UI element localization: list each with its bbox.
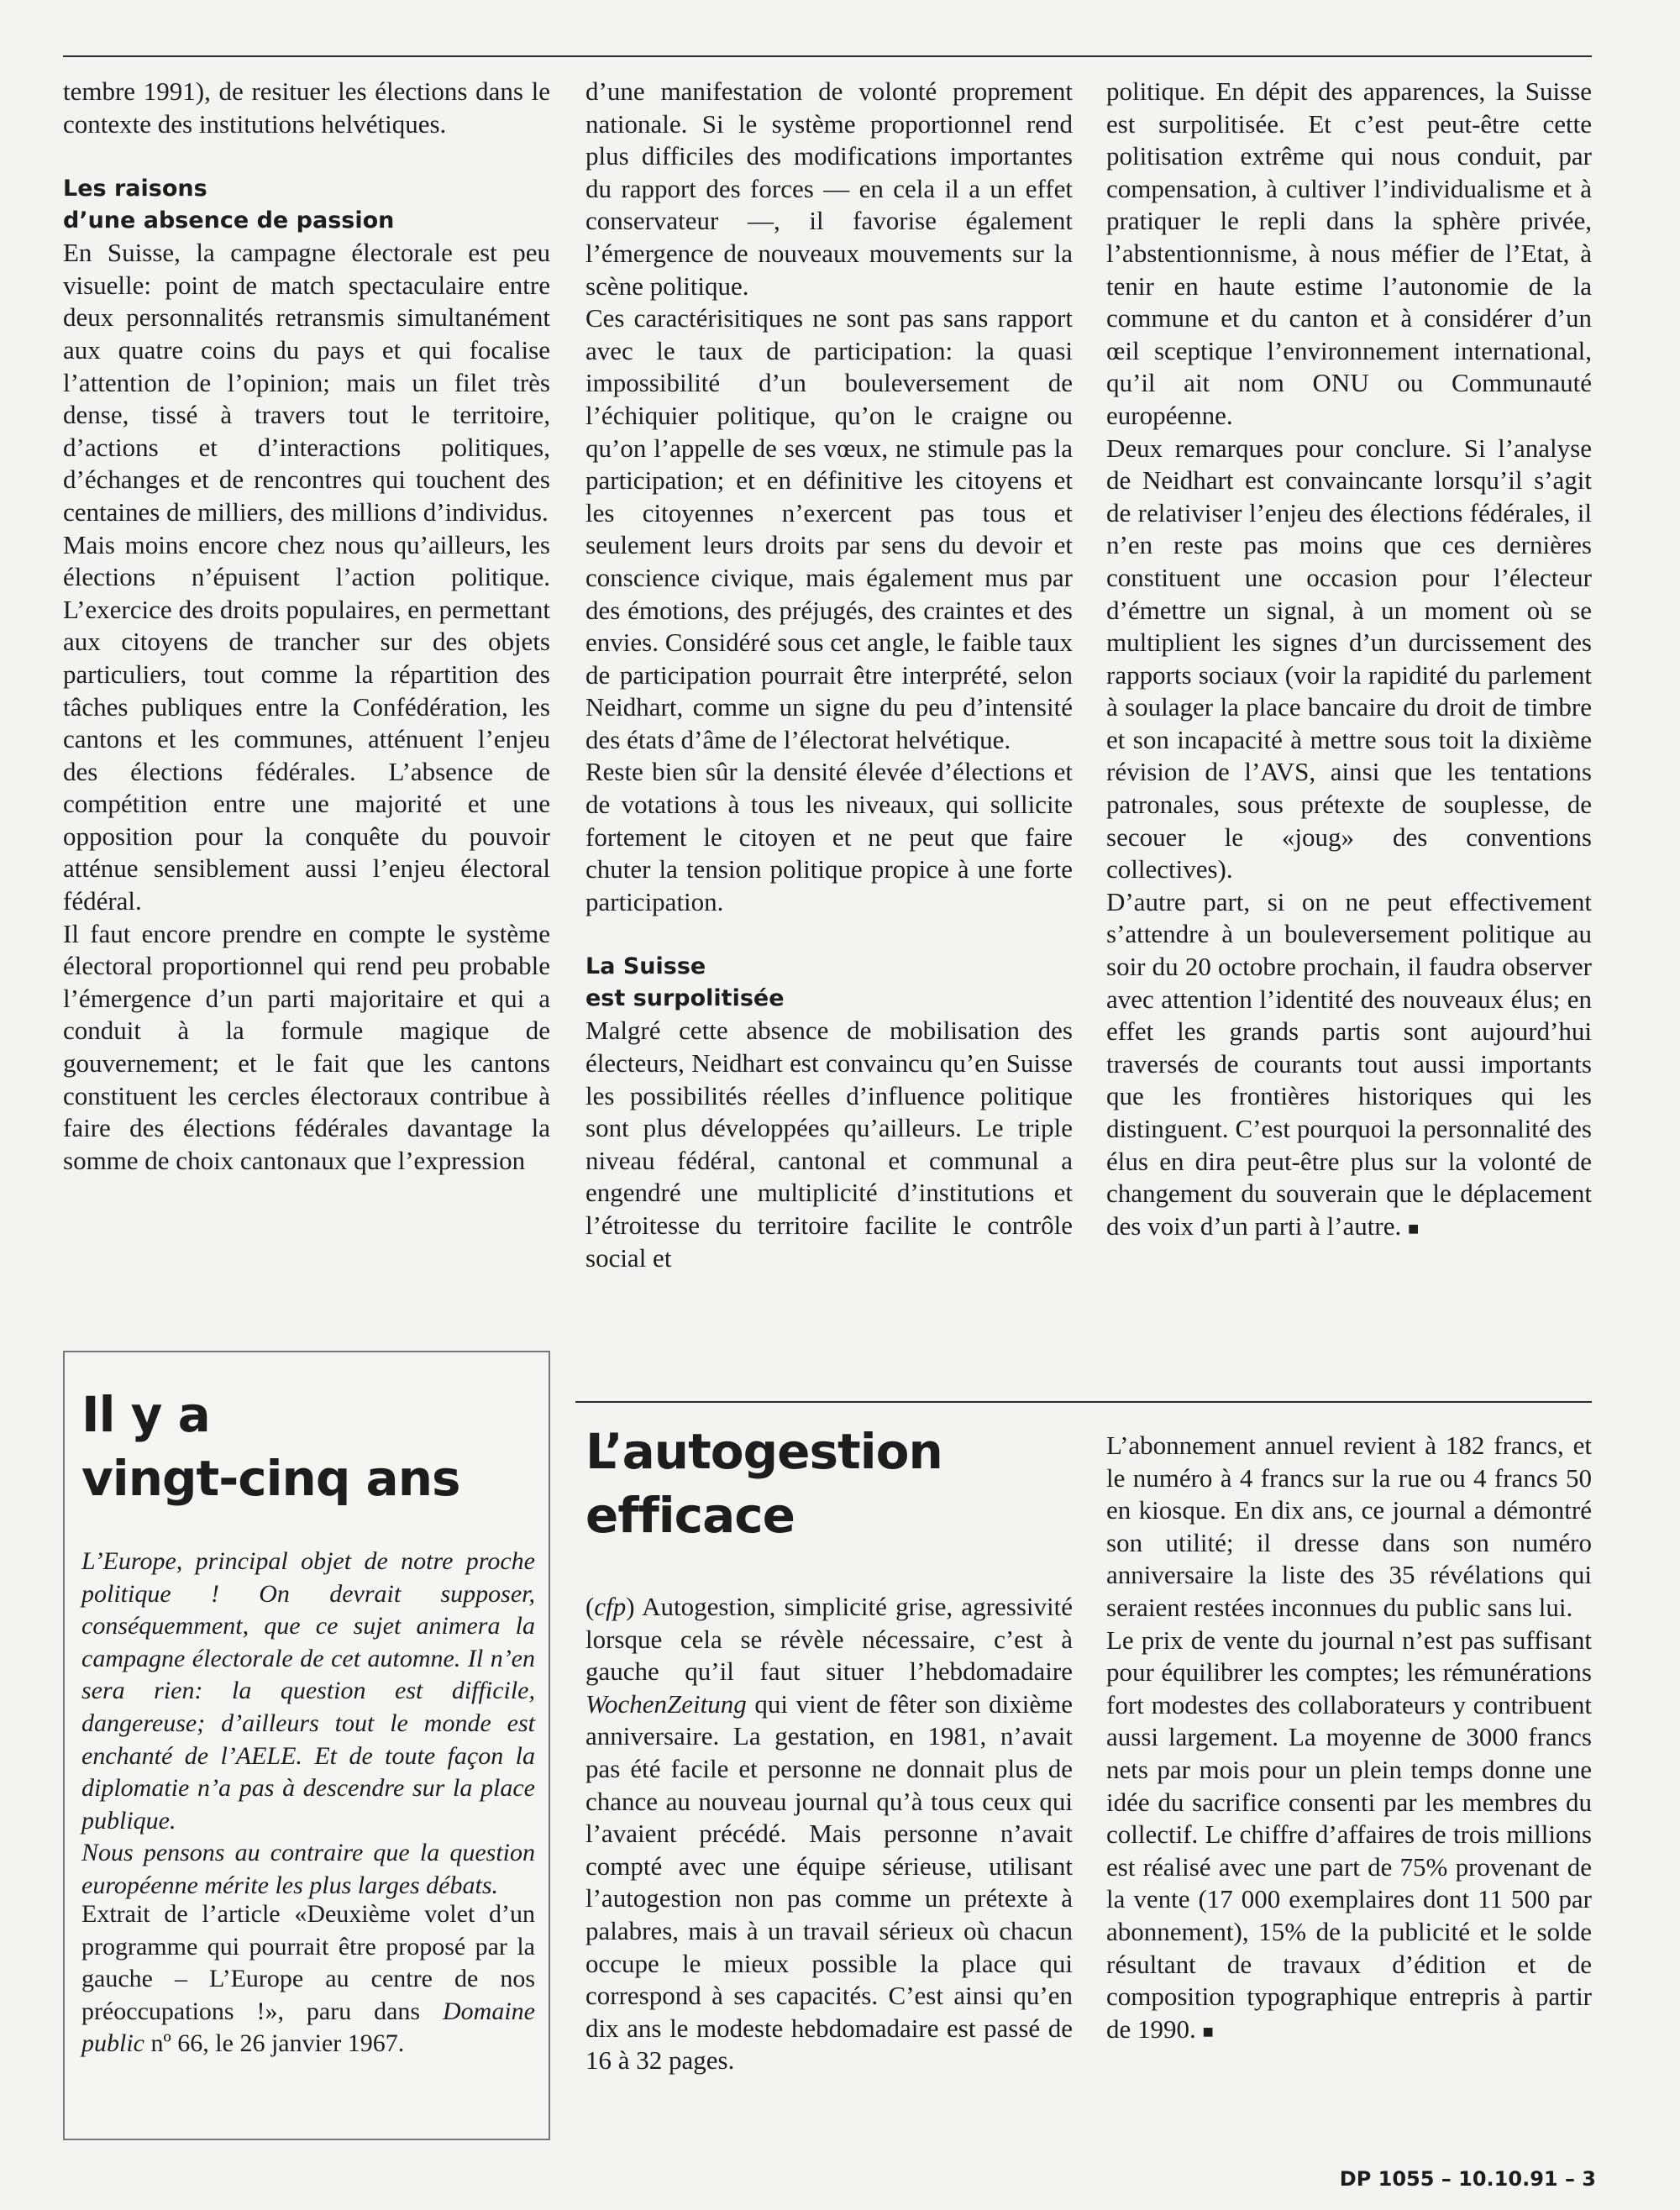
article2-column-2 (1106, 1430, 1592, 2048)
paragraph: d’une manifestation de volonté proprement nationale. Si le système proportionnel rend plus difficiles des modifications importantes du rapport des forces — en cela il a un effet conservateur —, il favorise également l’émergence de nouveaux mouvements sur la scène politique. (585, 76, 1073, 301)
end-mark-icon: ■ (1202, 2020, 1214, 2042)
paragraph: Il faut encore prendre en compte le système électoral proportionnel qui rend peu probable l’émergence d’un parti majoritaire et qui a conduit à la formule magique de gouvernement; et le fait que les cantons constituent les cercles électoraux contribue à faire des élections fédérales davantage la somme de choix cantonaux que l’expression (63, 918, 550, 1175)
paragraph: Le prix de vente du journal n’est pas suffisant pour équilibrer les comptes; les rémunérations fort modestes des collaborateurs y contribuent aussi largement. La moyenne de 3000 francs nets par mois pour un plein temps donne une idée du sacrifice consenti par les membres du collectif. Le chiffre d’affaires de trois millions est réalisé avec une part de 75% provenant de la vente (17 000 exemplaires dont 11 500 par abonnement), 15% de la publicité et le solde résultant de travaux d’édition et de composition typographique entrepris à partir de 1990. ■ (1106, 1625, 1592, 2044)
article1-column-3 (1106, 76, 1592, 1245)
paragraph: politique. En dépit des apparences, la Suisse est surpolitisée. Et c’est peut-être cette politisation extrême qui nous conduit, par compensation, à cultiver l’individualisme et à pratiquer le repli dans la sphère privée, l’abstentionnisme, à nous méfier de l’Etat, à tenir en haute estime l’autonomie de la commune et du canton et à considérer d’un œil sceptique l’environnement international, qu’il ait nom ONU ou Communauté européenne. (1106, 76, 1592, 430)
paragraph: En Suisse, la campagne électorale est peu visuelle: point de match spectaculaire entre deux personnalités retransmis simultanément aux quatre coins du pays et qui focalise l’attention de l’opinion; mais un filet très dense, tissé à travers tout le territoire, d’actions et d’interactions politiques, d’échanges et de rencontres qui touchent des centaines de milliers, des millions d’individus. (63, 238, 550, 527)
paragraph: D’autre part, si on ne peut effectivement s’attendre à un bouleversement politique au soir du 20 octobre prochain, il faudra observer avec attention l’identité des nouveaux élus; en effet les grands partis sont aujourd’hui traversés de courants tout aussi importants que les frontières historiques qui les distinguent. C’est pourquoi la personnalité des élus en dira peut-être plus sur la volonté de changement du souverain que le déplacement des voix d’un parti à l’autre. ■ (1106, 886, 1592, 1241)
paragraph: Reste bien sûr la densité élevée d’élections et de votations à tous les niveaux, qui sollicite fortement le citoyen et ne peut que faire chuter la tension politique propice à une forte participation. (585, 757, 1073, 916)
paragraph: Deux remarques pour conclure. Si l’analyse de Neidhart est convaincante lorsqu’il s’agit de relativiser l’enjeu des élections fédérales, il n’en reste pas moins que ces dernières constituent une occasion pour l’électeur d’émettre un signal, à un moment où se multiplient les signes d’un durcissement des rapports sociaux (voir la rapidité du parlement à soulager la place bancaire du droit de timbre et son incapacité à mettre sous toit la dixième révision de l’AVS, ainsi que les tentations patronales, sous prétexte de souplesse, de secouer le «joug» des conventions collectives). (1106, 433, 1592, 885)
top-rule (63, 55, 1592, 57)
paragraph: L’abonnement annuel revient à 182 francs, et le numéro à 4 francs sur la rue ou 4 francs 50 en kiosque. En dix ans, ce journal a démontré son utilité; il dresse dans son numéro anniversaire la liste des 35 révélations qui seraient restées inconnues du public sans lui. (1106, 1430, 1592, 1622)
middle-rule (575, 1401, 1592, 1403)
subheading: La Suisse est surpolitisée (585, 953, 785, 1012)
sidebar-title: Il y a vingt-cinq ans (81, 1386, 460, 1507)
paragraph: Ces caractérisitiques ne sont pas sans rapport avec le taux de participation: la quasi impossibilité d’un bouleversement de l’échiquier politique, qu’on le craigne ou qu’on l’appelle de ses vœux, ne stimule pas la participation; et en définitive les citoyens et les citoyennes n’exercent pas tous et seulement leurs droits par sens du devoir et conscience civique, mais également mus par des émotions, des préjugés, des craintes et des envies. Considéré sous cet angle, le faible taux de participation pourrait être interprété, selon Neidhart, comme un signe du peu d’intensité des états d’âme de l’électorat helvétique. (585, 303, 1073, 754)
sidebar-source: Extrait de l’article «Deuxième volet d’un programme qui pourrait être proposé par la gauche – L’Europe au centre de nos préoccupations !», paru dans Domaine public nº 66, le 26 janvier 1967. (81, 1900, 535, 2058)
end-mark-icon: ■ (1407, 1217, 1420, 1239)
article2-title: L’autogestion efficace (585, 1423, 942, 1544)
page-footer: DP 1055 – 10.10.91 – 3 (1339, 2167, 1596, 2191)
sidebar-quote: L’Europe, principal objet de notre proche politique ! On devrait supposer, conséquemment, que ce sujet animera la campagne électorale de cet automne. Il n’en sera rien: la question est difficile, dangereuse; d’ailleurs tout le monde est enchanté de l’AELE. Et de toute façon la diplomatie n’a pas à descendre sur la place publique. Nous pensons au contraire que la question européenne mérite les plus larges débats. (81, 1547, 535, 1899)
paragraph: Malgré cette absence de mobilisation des électeurs, Neidhart est convaincu qu’en Suisse les possibilités réelles d’influence politique sont plus développées qu’ailleurs. Le triple niveau fédéral, cantonal et communal a engendré une multiplicité d’institutions et l’étroitesse du territoire facilite le contrôle social et (585, 1016, 1073, 1273)
paragraph: tembre 1991), de resituer les élections dans le contexte des institutions helvétiques. (63, 76, 550, 139)
sidebar-box (63, 1351, 550, 2140)
paragraph: Mais moins encore chez nous qu’ailleurs, les élections n’épuisent l’action politique. L’exercice des droits populaires, en permettant aux citoyens de trancher sur des objets particuliers, tout comme la répartition des tâches publiques entre la Confédération, les cantons et les communes, atténuent l’enjeu des élections fédérales. L’absence de compétition entre une majorité et une opposition pour la conquête du pouvoir atténue sensiblement aussi l’enjeu électoral fédéral. (63, 529, 550, 916)
article2-column-1 (585, 1420, 1073, 2077)
paragraph: (cfp) Autogestion, simplicité grise, agressivité lorsque cela se révèle nécessaire, c’est à gauche qu’il faut situer l’hebdomadaire WochenZeitung qui vient de fêter son dixième anniversaire. La gestation, en 1981, n’avait pas été facile et personne ne donnait plus de chance au nouveau journal qu’à tous ceux qui l’avaient précédé. Mais personne n’avait compté avec une équipe sérieuse, utilisant l’autogestion non pas comme un prétexte à palabres, mais à un travail sérieux où chacun occupe le mieux possible la place qui correspond à ses capacités. C’est ainsi qu’en dix ans le modeste hebdomadaire est passé de 16 à 32 pages. (585, 1592, 1073, 2076)
article1-column-2 (585, 76, 1073, 1274)
subheading: Les raisons d’une absence de passion (63, 176, 395, 234)
article1-column-1 (63, 76, 550, 1177)
